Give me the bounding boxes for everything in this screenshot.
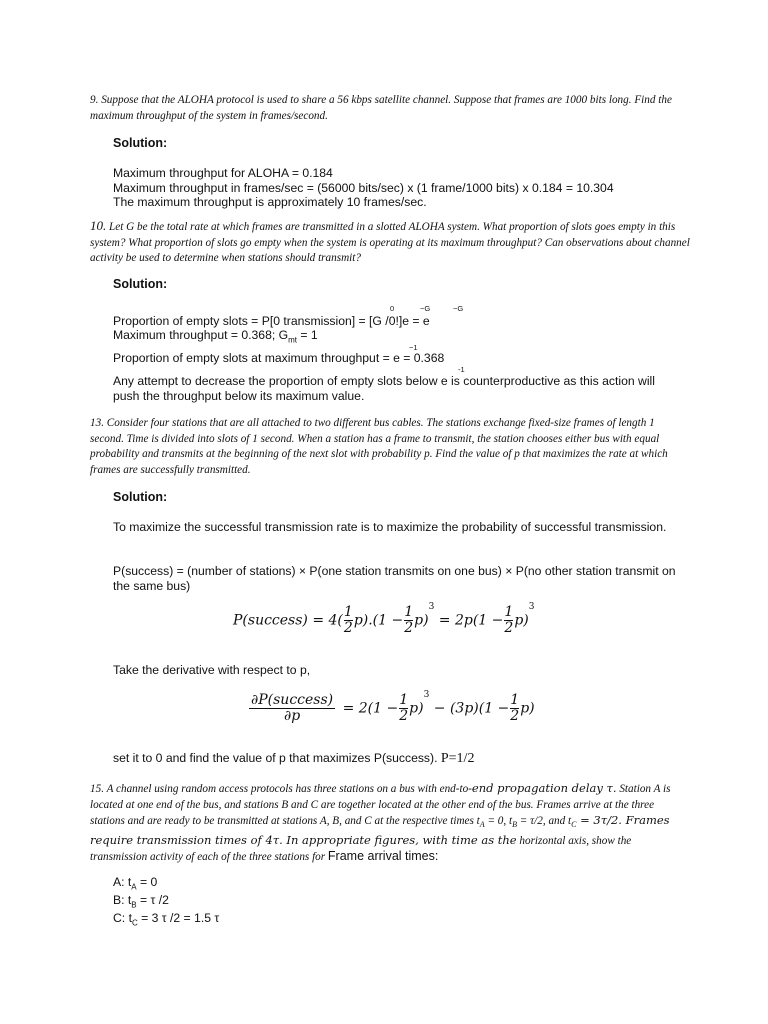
s10-line4: Any attempt to decrease the proportion of empty slots below e is counterproductive as this action will push the throughput below its maximum value.	[113, 374, 655, 403]
equation-derivative	[248, 689, 535, 724]
s10-sup-m1: −1	[409, 343, 418, 352]
s10-line1: Proportion of empty slots = P[0 transmission] = [G /0!]e = e	[113, 314, 430, 328]
q15-p1b: end propagation delay τ.	[471, 781, 617, 795]
s15-a2: = 0	[136, 875, 158, 889]
s15-c2: = 3 τ /2 = 1.5 τ	[137, 911, 220, 925]
half-den: 2	[343, 620, 353, 636]
q15-p3-sub1: B	[512, 820, 517, 830]
s15-b-sub: B	[131, 900, 137, 910]
eq1-lhs: P(success) = 4(	[233, 612, 343, 629]
q15-p3c: = 3τ/2. Frames require transmission times of 4τ. In appropriate figures, with time as the	[90, 813, 670, 847]
s15-a1: A: t	[113, 875, 132, 889]
s10-line2-sub: mt	[288, 335, 298, 345]
half-num: 1	[404, 604, 414, 620]
s10-line2b: = 1	[297, 328, 318, 342]
eq1-r1: p)	[414, 612, 429, 629]
question-10-text: Let G be the total rate at which frames are transmitted in a slotted ALOHA system. What proportion of slots goes empty in this system? What proportion of slots go empty when the system is operating at its maximum throughput? Can observations about channel activity be used to determine when stations should transmit?	[90, 221, 690, 264]
s15-b2: = τ /2	[136, 893, 169, 907]
half-den: 2	[404, 620, 414, 636]
half-num: 1	[510, 692, 520, 708]
solution-label-13: Solution:	[113, 490, 168, 504]
s13-line4	[113, 751, 474, 767]
half-den: 2	[510, 708, 520, 724]
q15-p2-sub: A	[479, 820, 485, 830]
question-10	[90, 218, 690, 267]
s15-a-sub: A	[131, 882, 137, 892]
question-10-number: 10.	[90, 218, 107, 233]
solution-label-9: Solution:	[113, 136, 168, 150]
half-num: 1	[504, 604, 514, 620]
s9-line3: The maximum throughput is approximately 10 frames/sec.	[113, 195, 427, 209]
q15-p4b: Frame arrival times:	[327, 849, 439, 864]
eq2-d: p)	[520, 700, 535, 717]
eq1-mid: p).(1 −	[353, 612, 404, 629]
q15-p1: 15. A channel using random access protocols has three stations on a bus with end-to-	[90, 783, 472, 795]
s10-sup-g1: −G	[420, 304, 431, 313]
eq1-exp2: 3	[528, 601, 535, 612]
s10-line2a: Maximum throughput = 0.368; G	[113, 328, 289, 342]
s10-sup-g2: −G	[453, 304, 464, 313]
eq2-half-1	[399, 693, 408, 724]
eq2-num: ∂P(success)	[251, 692, 334, 708]
s15-line-a	[113, 875, 157, 895]
eq1-exp1: 3	[428, 601, 435, 612]
eq1-eq: = 2p(1 −	[434, 612, 504, 629]
eq2-exp: 3	[423, 689, 430, 700]
s9-line1: Maximum throughput for ALOHA = 0.184	[113, 166, 333, 180]
q15-p2: Station A is located at one end of the bus, and stations B and C are together located at the other end of the bus. Frames arrive at the three stations and are ready to be transmitted at stations A, B, and C at the respective times t	[90, 783, 671, 827]
q15-p3b: = τ/2, and t	[517, 815, 572, 827]
eq2-a: = 2(1 −	[338, 700, 399, 717]
eq1-half-2	[404, 605, 413, 636]
eq2-half-2	[510, 693, 519, 724]
eq1-r2: p)	[514, 612, 529, 629]
s13-answer: P=1/2	[440, 751, 475, 766]
s10-line3: Proportion of empty slots at maximum throughput = e = 0.368	[113, 351, 445, 365]
s9-line2: Maximum throughput in frames/sec = (56000 bits/sec) x (1 frame/1000 bits) x 0.184 = 10.304	[113, 181, 614, 195]
question-13: 13. Consider four stations that are all attached to two different bus cables. The stations exchange fixed-size frames of length 1 second. Time is divided into slots of 1 second. When a station has a frame to transmit, the station chooses either bus with equal probability and transmits at the beginning of the next slot with probability p. Find the value of p that maximizes the rate at which frames are successfully transmitted.	[90, 417, 668, 476]
equation-psuccess	[233, 601, 535, 636]
eq2-den: ∂p	[283, 708, 301, 724]
eq2-b: p)	[409, 700, 424, 717]
eq2-c: − (3p)(1 −	[429, 700, 510, 717]
q15-p3a: = 0, t	[487, 815, 513, 827]
q15-p3-sub2: C	[571, 820, 577, 830]
q15-p4: horizontal axis, show the transmission activity of each of the three stations for	[90, 834, 632, 864]
s13-line2: P(success) = (number of stations) × P(one station transmits on one bus) × P(no other station transmit on the same bus)	[113, 564, 676, 593]
half-num: 1	[399, 692, 409, 708]
solution-label-10: Solution:	[113, 277, 168, 291]
half-num: 1	[343, 604, 353, 620]
s15-c-sub: C	[131, 918, 138, 928]
question-15	[90, 781, 680, 866]
s13-line4-text: set it to 0 and find the value of p that maximizes P(success).	[113, 751, 438, 765]
s13-line1: To maximize the successful transmission rate is to maximize the probability of successful transmission.	[113, 520, 667, 534]
half-den: 2	[504, 620, 514, 636]
s10-sup-0: 0	[390, 304, 395, 313]
eq1-half-1	[344, 605, 353, 636]
eq2-fraction	[249, 693, 335, 724]
s13-line3: Take the derivative with respect to p,	[113, 663, 311, 677]
s15-line-c	[113, 911, 219, 931]
question-9: 9. Suppose that the ALOHA protocol is used to share a 56 kbps satellite channel. Suppose that frames are 1000 bits long. Find the maximum throughput of the system in frames/second.	[90, 94, 672, 122]
eq1-half-3	[504, 605, 513, 636]
s15-b1: B: t	[113, 893, 132, 907]
s10-line2	[113, 328, 318, 348]
s15-line-b	[113, 893, 169, 913]
s10-sup-m1b: -1	[458, 365, 465, 374]
half-den: 2	[399, 708, 409, 724]
s15-c1: C: t	[113, 911, 132, 925]
